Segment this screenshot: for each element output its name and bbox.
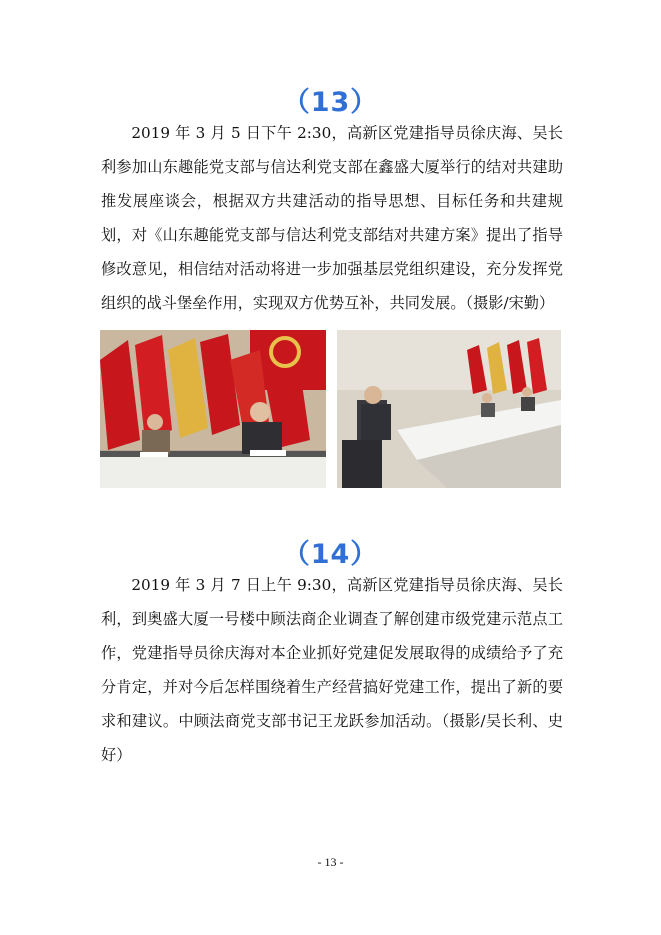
section-14-heading: （14）: [282, 539, 379, 570]
meeting-photo-right: [337, 330, 561, 488]
section-13-heading: （13）: [282, 87, 379, 118]
page-number: - 13 -: [317, 855, 344, 869]
section-13-paragraph: 2019 年 3 月 5 日下午 2:30，高新区党建指导员徐庆海、吴长利参加山东趣能党支部与信达利党支部在鑫盛大厦举行的结对共建助推发展座谈会，根据双方共建活动的指导思想、目标任务和共建规划，对《山东趣能党支部与信达利党支部结对共建方案》提出了指导修改意见，相信结对活动将进一步加强基层党组织建设，充分发挥党组织的战斗堡垒作用，实现双方优势互补，共同发展。（摄影/宋勤）: [101, 124, 563, 312]
meeting-photo-left: [100, 330, 326, 488]
section-14-paragraph: 2019 年 3 月 7 日上午 9:30，高新区党建指导员徐庆海、吴长利，到奥盛大厦一号楼中顾法商企业调查了解创建市级党建示范点工作，党建指导员徐庆海对本企业抓好党建促发展取得的成绩给予了充分肯定，并对今后怎样围绕着生产经营搞好党建工作，提出了新的要求和建议。中顾法商党支部书记王龙跃参加活动。（摄影/吴长利、史 好）: [101, 576, 563, 764]
